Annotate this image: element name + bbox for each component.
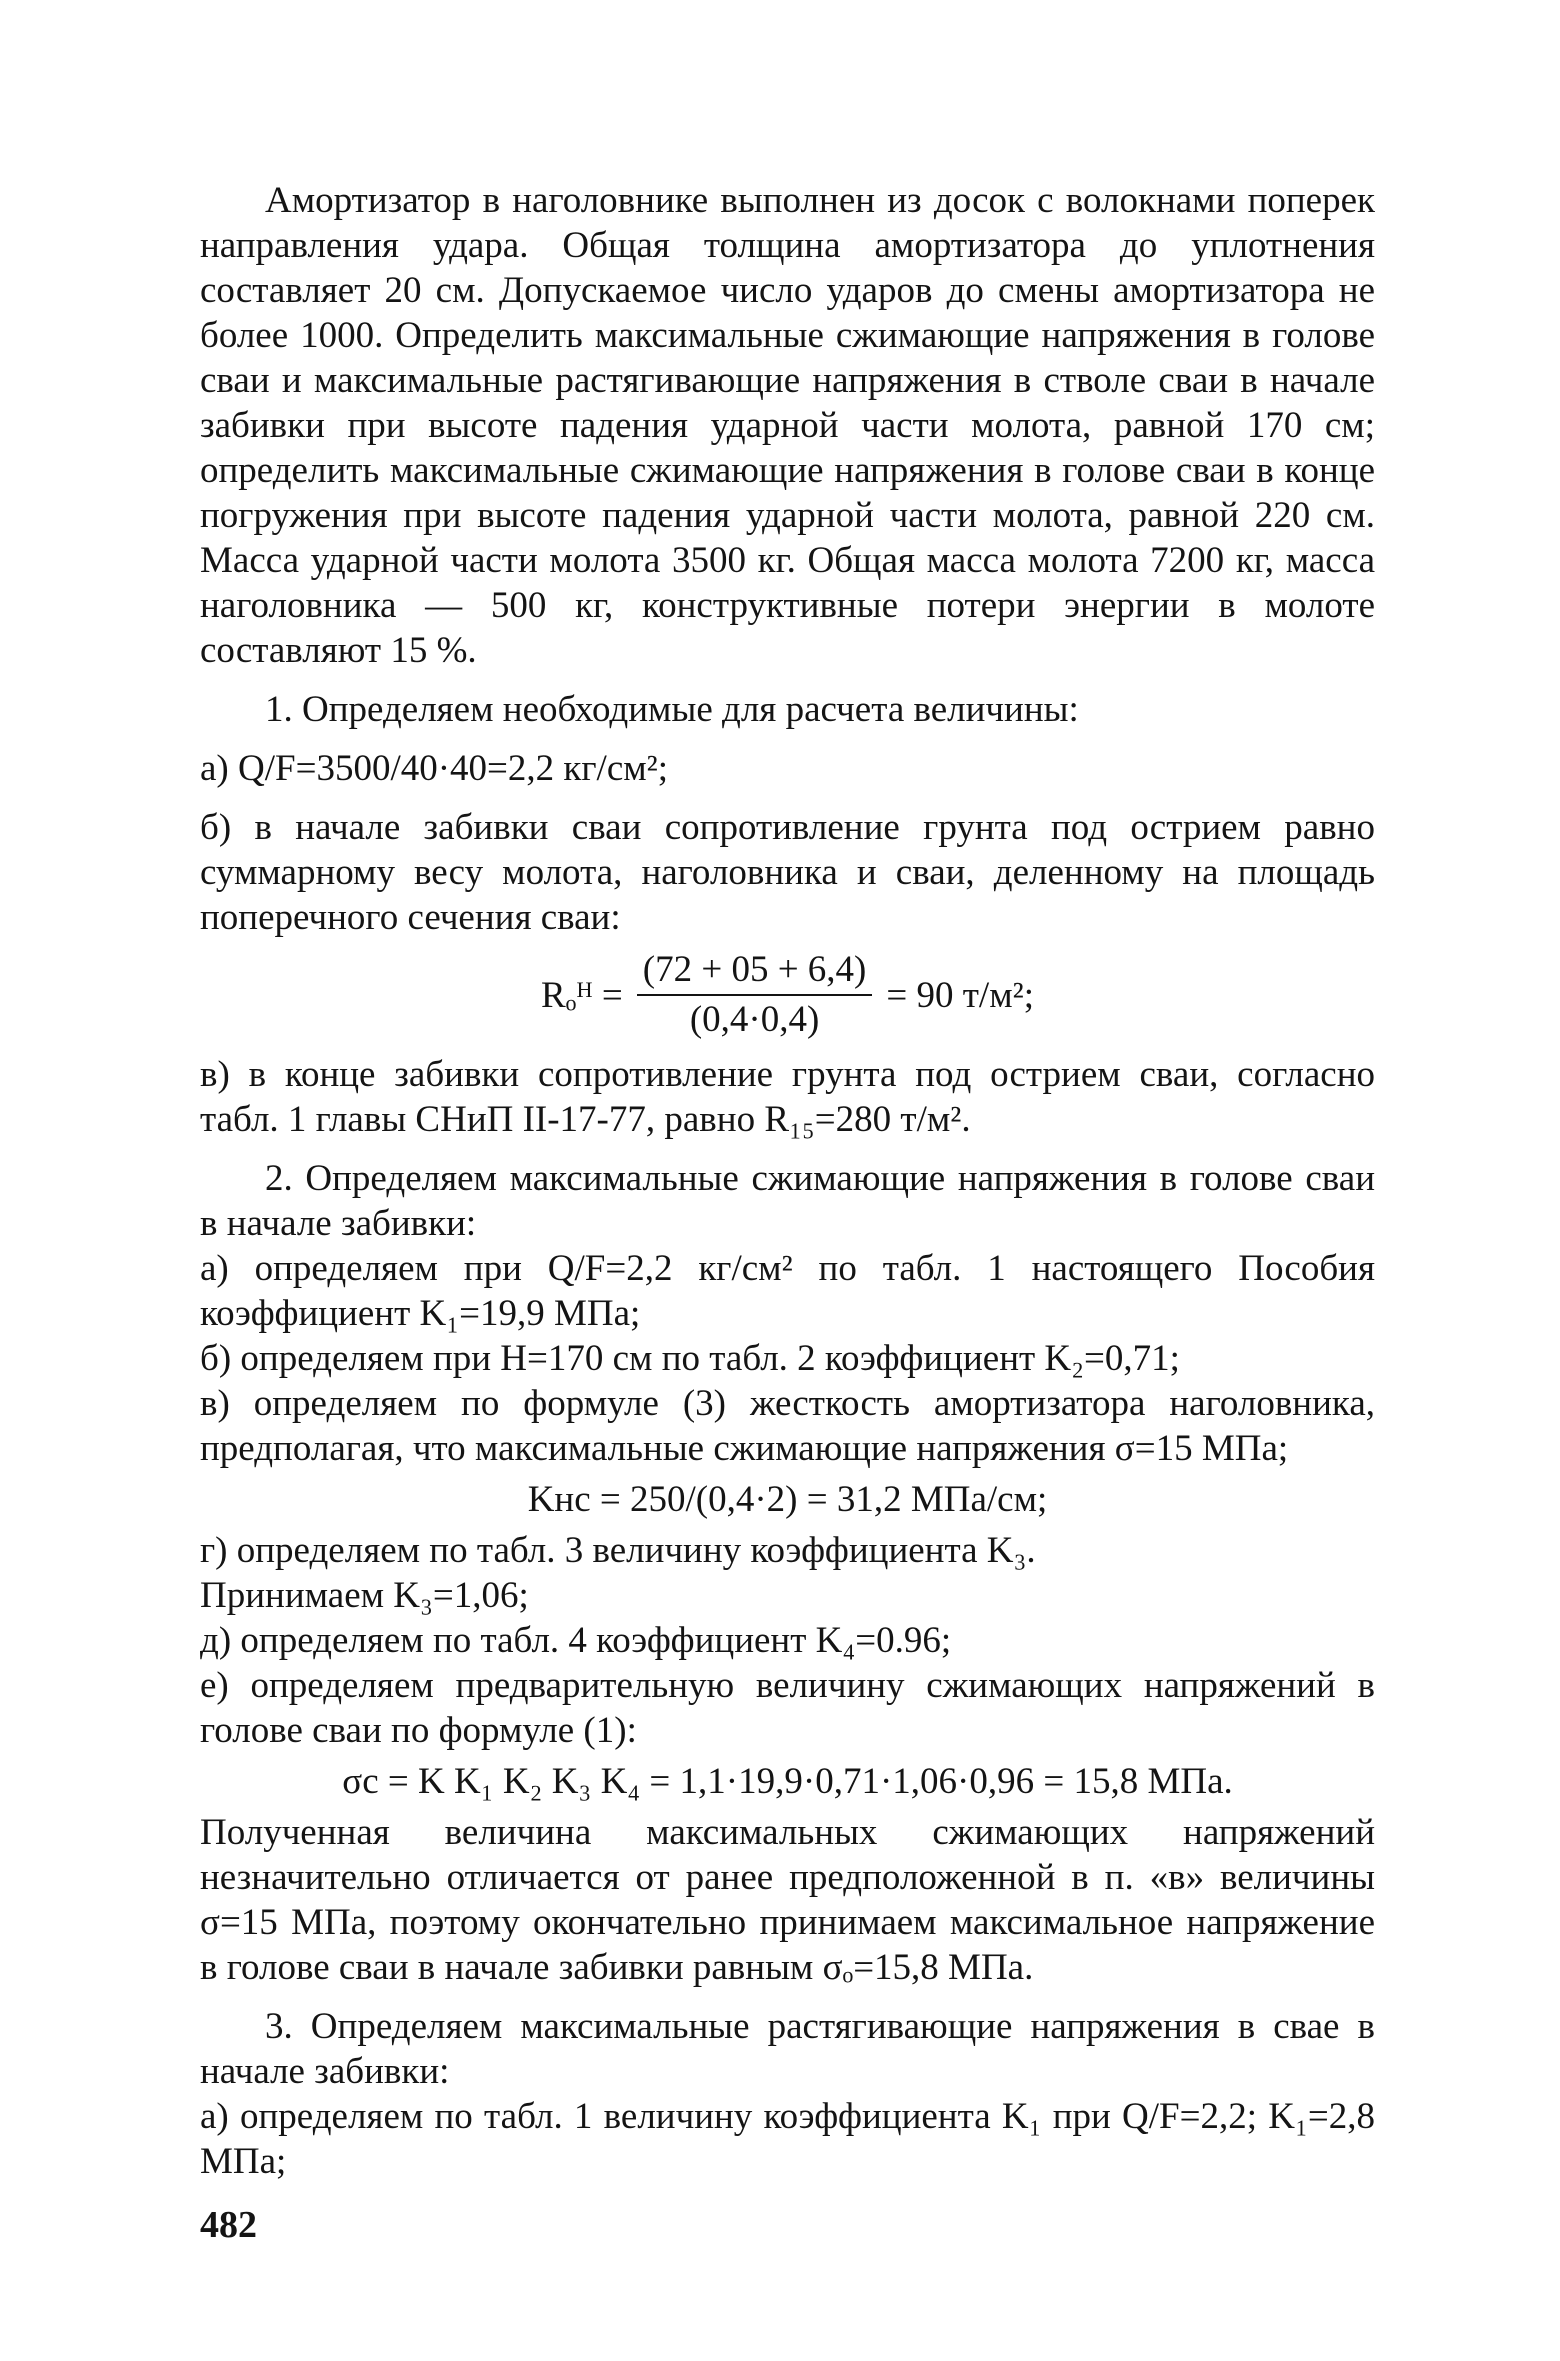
step-2e: е) определяем предварительную величину сжимающих напряжений в голове сваи по формуле (1): bbox=[200, 1665, 1375, 1751]
formula-stiffness: Kнс = 250/(0,4·2) = 31,2 МПа/см; bbox=[527, 1479, 1048, 1520]
formula-stress: σc = K K₁ K₂ K₃ K₄ = 1,1·19,9·0,71·1,06·0,96 = 15,8 МПа. bbox=[342, 1761, 1233, 1802]
formula-lhs: Rₒᴴ = bbox=[540, 974, 623, 1016]
step-2g: г) определяем по табл. 3 величину коэффициента K₃. bbox=[200, 1530, 1036, 1571]
step-2v: в) определяем по формуле (3) жесткость амортизатора наголовника, предполагая, что максимальные сжимающие напряжения σ=15 МПа; bbox=[200, 1383, 1375, 1469]
step-2d: д) определяем по табл. 4 коэффициент K₄=0.96; bbox=[200, 1620, 952, 1661]
step-2g-accept: Принимаем K₃=1,06; bbox=[200, 1575, 529, 1616]
step-1v: в) в конце забивки сопротивление грунта под острием сваи, согласно табл. 1 главы СНиП II-17-77, равно R₁₅=280 т/м². bbox=[200, 1054, 1375, 1140]
formula-fraction bbox=[637, 948, 873, 1042]
step-1-heading: 1. Определяем необходимые для расчета величины: bbox=[265, 689, 1079, 730]
step-2-heading: 2. Определяем максимальные сжимающие напряжения в голове сваи в начале забивки: bbox=[200, 1158, 1375, 1244]
step-1a: а) Q/F=3500/40·40=2,2 кг/см²; bbox=[200, 748, 669, 789]
intro-paragraph: Амортизатор в наголовнике выполнен из досок с волокнами поперек направления удара. Общая толщина амортизатора до уплотнения составляет 20 см. Допускаемое число ударов до смены амортизатора не более 1000. Определить максимальные сжимающие напряжения в голове сваи и максимальные растягивающие напряжения в стволе сваи в начале забивки при высоте падения ударной части молота, равной 170 см; определить максимальные сжимающие напряжения в голове сваи в конце погружения при высоте падения ударной части молота, равной 220 см. Масса ударной части молота 3500 кг. Общая масса молота 7200 кг, масса наголовника — 500 кг, конструктивные потери энергии в молоте составляют 15 %. bbox=[200, 180, 1375, 671]
formula-denominator: (0,4·0,4) bbox=[689, 999, 820, 1040]
page-number: 482 bbox=[200, 2204, 257, 2246]
step-2a: а) определяем при Q/F=2,2 кг/см² по табл. 1 настоящего Пособия коэффициент K₁=19,9 МПа; bbox=[200, 1248, 1375, 1334]
step-1b: б) в начале забивки сваи сопротивление грунта под острием равно суммарному весу молота, наголовника и сваи, деленному на площадь поперечного сечения сваи: bbox=[200, 807, 1375, 938]
document-page bbox=[200, 178, 1375, 2184]
step-3a: а) определяем по табл. 1 величину коэффициента K₁ при Q/F=2,2; K₁=2,8 МПа; bbox=[200, 2096, 1375, 2182]
formula-numerator: (72 + 05 + 6,4) bbox=[637, 948, 873, 996]
step-3-heading: 3. Определяем максимальные растягивающие напряжения в свае в начале забивки: bbox=[200, 2006, 1375, 2092]
formula-resistance bbox=[200, 948, 1375, 1042]
step-2b: б) определяем при H=170 см по табл. 2 коэффициент K₂=0,71; bbox=[200, 1338, 1180, 1379]
conclusion-paragraph: Полученная величина максимальных сжимающих напряжений незначительно отличается от ранее предположенной в п. «в» величины σ=15 МПа, поэтому окончательно принимаем максимальное напряжение в голове сваи в начале забивки равным σₒ=15,8 МПа. bbox=[200, 1812, 1375, 1988]
formula-rhs: = 90 т/м²; bbox=[886, 974, 1034, 1016]
